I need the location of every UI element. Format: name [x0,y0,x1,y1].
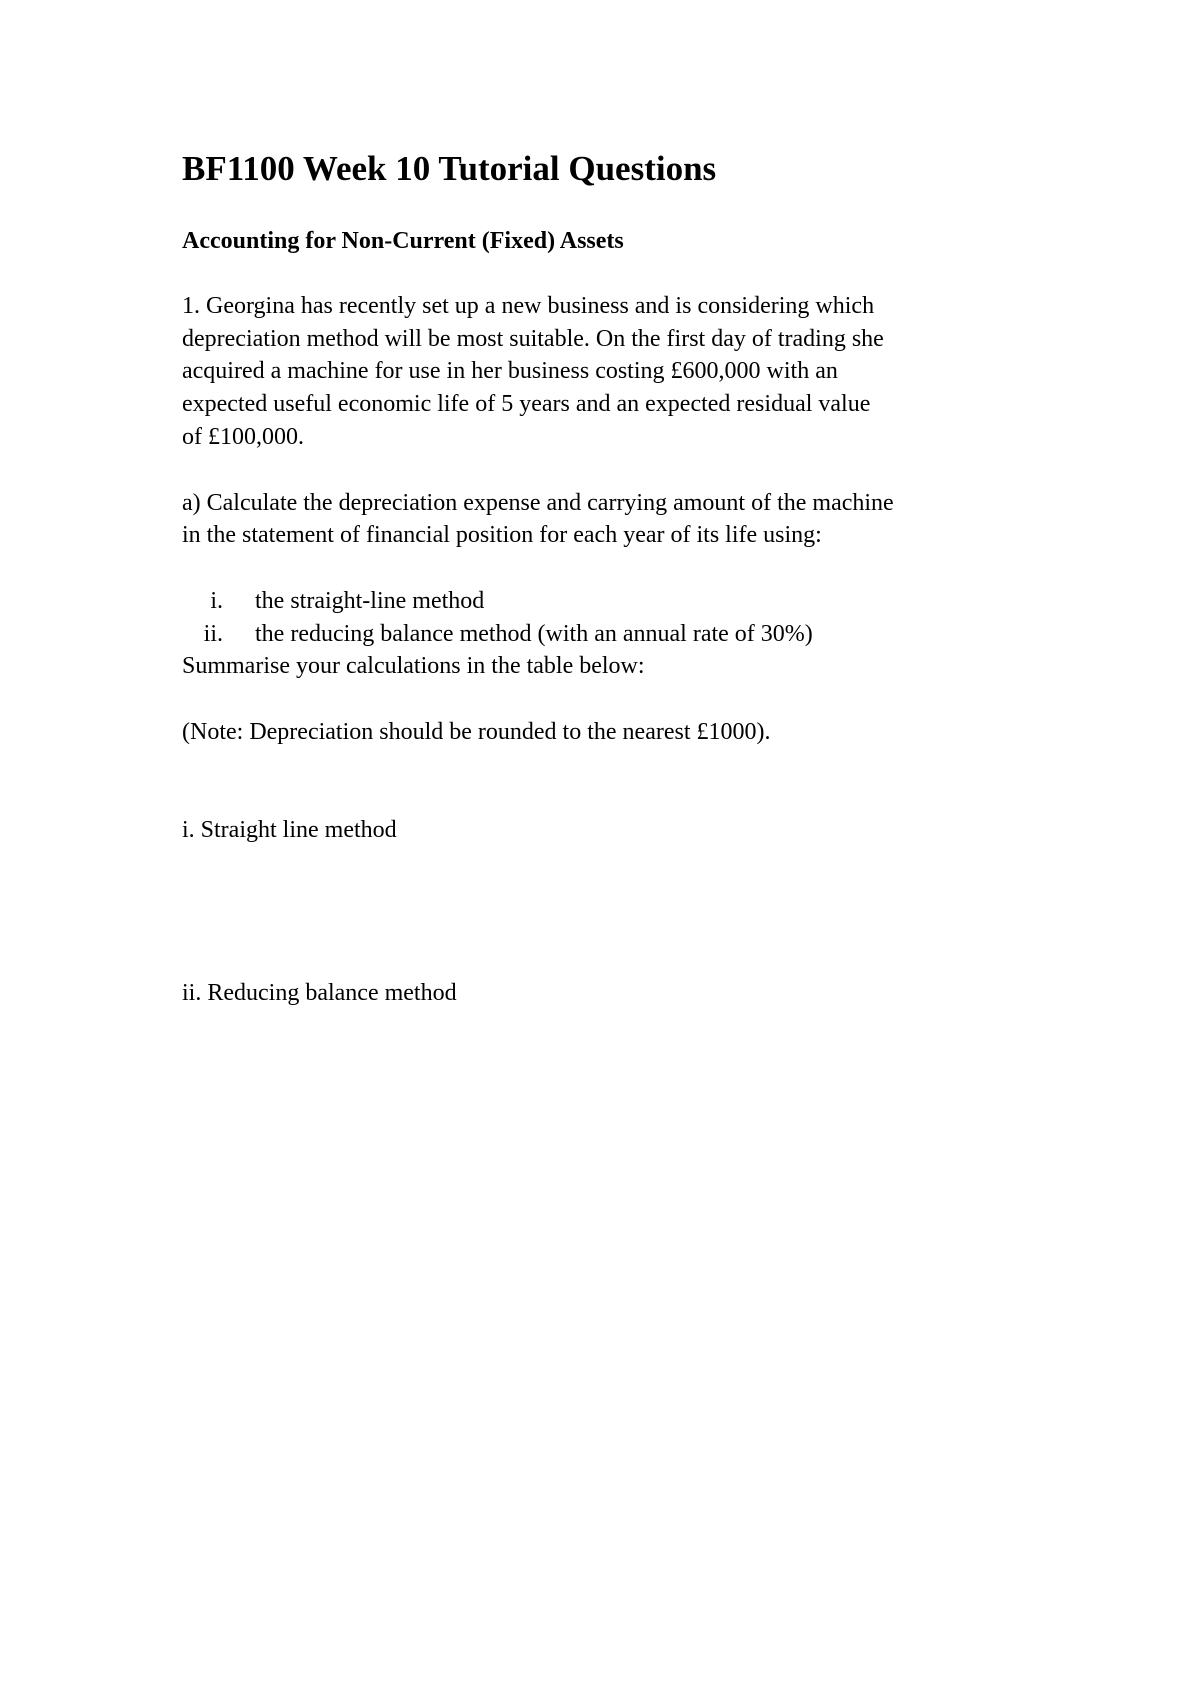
method-item [182,618,1062,651]
method-numeral: ii. [203,620,223,647]
question-1-line: expected useful economic life of 5 years and an expected residual value [182,391,871,418]
document-title: BF1100 Week 10 Tutorial Questions [182,149,717,188]
method-text: the reducing balance method (with an annual rate of 30%) [255,620,813,647]
straight-line-answer-space [182,846,1062,977]
part-a-line: in the statement of financial position for each year of its life using: [182,522,822,549]
method-item [182,585,1062,618]
question-1-line: acquired a machine for use in her business costing £600,000 with an [182,358,838,385]
reducing-balance-section-heading: ii. Reducing balance method [182,980,457,1007]
part-a-line: a) Calculate the depreciation expense and carrying amount of the machine [182,489,894,516]
method-text: the straight-line method [255,587,485,614]
question-1-line: 1. Georgina has recently set up a new business and is considering which [182,293,875,319]
question-1-part-a [182,487,1062,552]
straight-line-section-heading: i. Straight line method [182,816,397,843]
method-numeral: i. [210,587,223,614]
document-content [182,145,1062,1010]
question-1-line: depreciation method will be most suitable. On the first day of trading she [182,325,884,352]
question-1-intro [182,290,1062,454]
rounding-note: (Note: Depreciation should be rounded to the nearest £1000). [182,719,771,746]
question-1-line: of £100,000. [182,423,304,450]
document-subtitle: Accounting for Non-Current (Fixed) Assets [182,228,624,254]
method-list [182,585,1062,650]
summary-instruction: Summarise your calculations in the table below: [182,653,645,680]
